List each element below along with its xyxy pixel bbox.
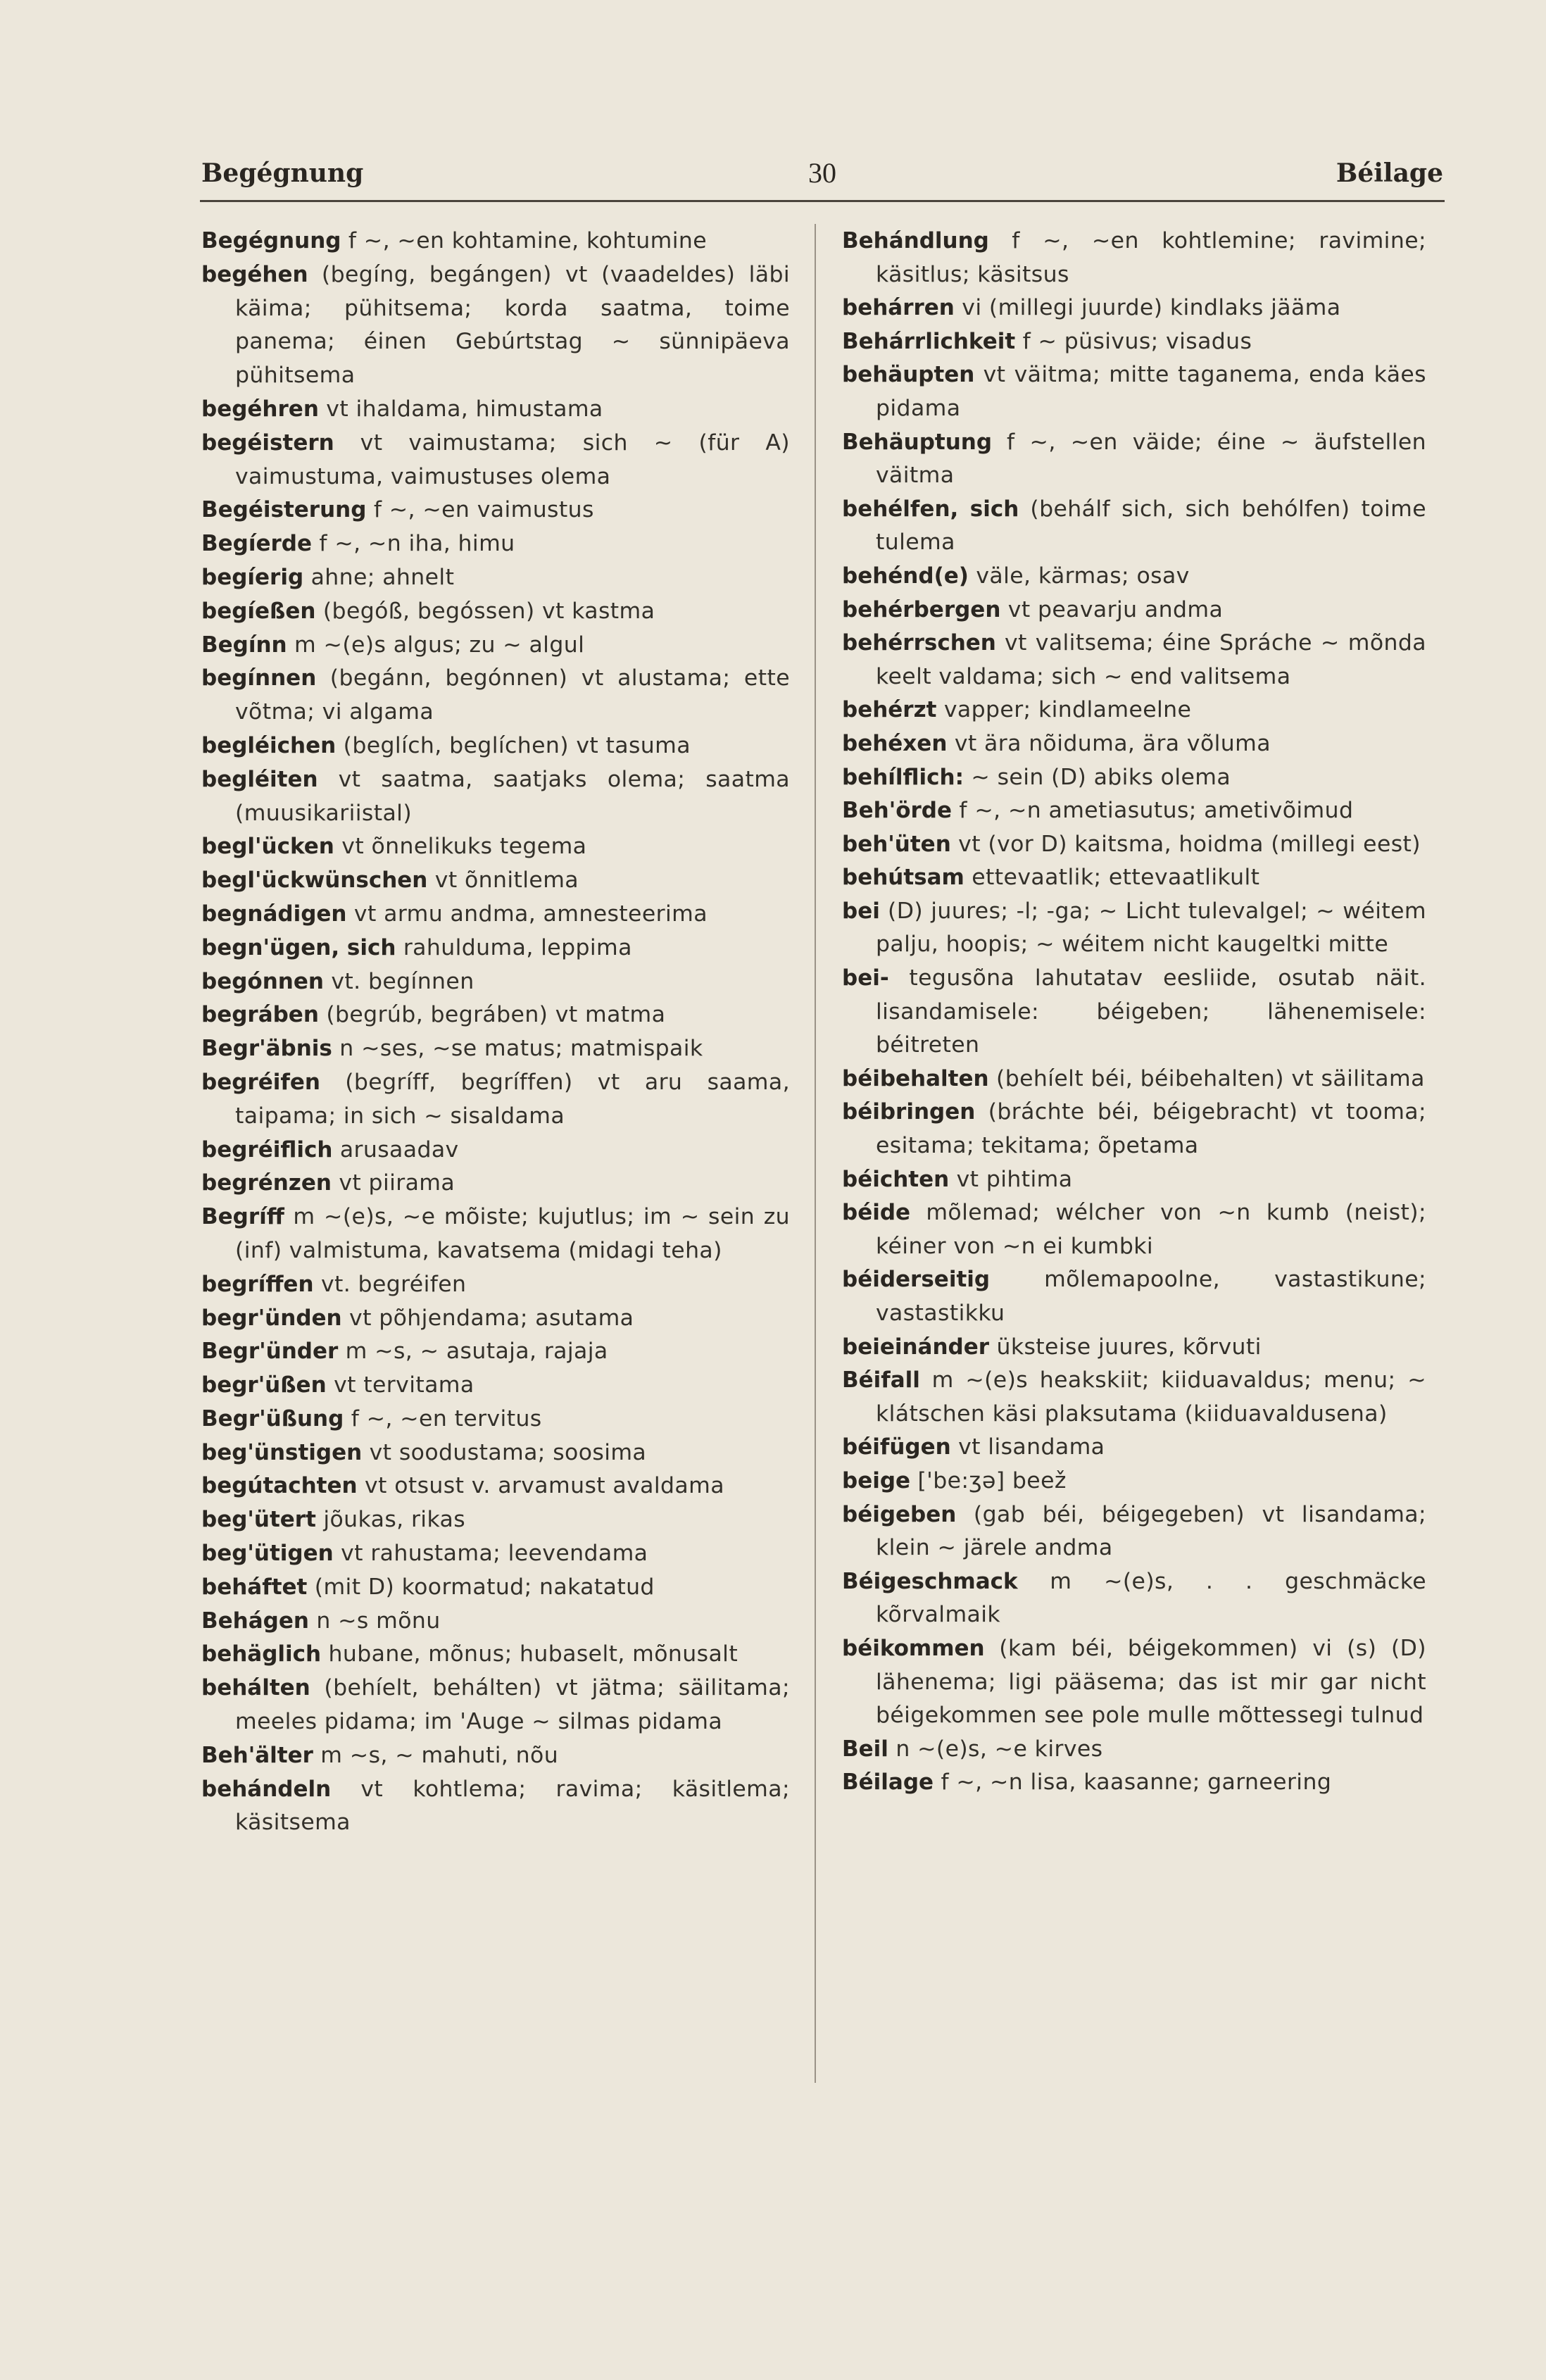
entry-headword: Béilage (842, 1770, 934, 1796)
dictionary-entry (842, 794, 1426, 827)
dictionary-entry (201, 931, 790, 965)
entry-definition: (mit D) koormatud; nakatatud (307, 1574, 655, 1600)
entry-definition: f ~, ~en tervitus (344, 1405, 542, 1432)
entry-headword: begr'üßen (201, 1372, 327, 1398)
entry-headword: begíeßen (201, 598, 316, 624)
dictionary-entry (201, 965, 790, 998)
entry-headword: behílflich: (842, 764, 964, 790)
entry-definition: n ~(e)s, ~e kirves (888, 1736, 1103, 1762)
entry-definition: vt ihaldama, himustama (318, 396, 603, 422)
entry-definition: vt piirama (331, 1170, 455, 1196)
entry-headword: begínnen (201, 665, 317, 691)
dictionary-entry (842, 1062, 1426, 1096)
entry-definition: m ~s, ~ mahuti, nõu (313, 1742, 559, 1768)
entry-headword: begr'ünden (201, 1305, 342, 1331)
entry-headword: Behárrlichkeit (842, 328, 1016, 354)
entry-headword: begéhen (201, 261, 308, 287)
entry-headword: begéhren (201, 396, 319, 422)
entry-headword: begráben (201, 1002, 319, 1028)
entry-headword: begl'ückwünschen (201, 868, 428, 894)
entry-definition: ['be:ʒə] beež (910, 1467, 1067, 1493)
entry-headword: behäglich (201, 1641, 322, 1667)
entry-definition: hubane, mõnus; hubaselt, mõnusalt (321, 1641, 739, 1667)
entry-headword: bei (842, 898, 880, 924)
entry-headword: beháftet (201, 1574, 308, 1600)
dictionary-entry (201, 897, 790, 931)
dictionary-entry (842, 1464, 1426, 1498)
entry-headword: behútsam (842, 865, 964, 891)
dictionary-entry (842, 325, 1426, 358)
dictionary-entry (201, 1402, 790, 1436)
entry-definition: vt peavarju andma (1000, 596, 1224, 622)
entry-definition: (gab béi, béigegeben) vt lisandama; klein ~ järele andma (876, 1501, 1426, 1561)
dictionary-entry (201, 1503, 790, 1536)
entry-definition: (behíelt, behálten) vt jätma; säilitama; meeles pidama; im 'Auge ~ silmas pidama (235, 1675, 790, 1735)
entry-headword: Begégnung (201, 228, 341, 253)
dictionary-entry (201, 1739, 790, 1772)
entry-headword: begónnen (201, 968, 324, 994)
entry-headword: behálten (201, 1675, 310, 1701)
dictionary-entry (201, 1536, 790, 1570)
dictionary-entry (842, 827, 1426, 861)
entry-definition: m ~(e)s, . . geschmäcke kõrvalmaik (876, 1568, 1426, 1628)
dictionary-entry (201, 527, 790, 560)
right-column (842, 224, 1426, 1799)
entry-definition: vt tervitama (326, 1372, 475, 1398)
entry-headword: beige (842, 1467, 911, 1493)
dictionary-entry (842, 425, 1426, 492)
dictionary-entry (201, 661, 790, 729)
entry-definition: ~ sein (D) abiks olema (963, 764, 1231, 790)
dictionary-entry (842, 1498, 1426, 1565)
dictionary-entry (201, 426, 790, 494)
dictionary-entry (842, 1095, 1426, 1162)
dictionary-entry (201, 1671, 790, 1739)
dictionary-entry (201, 1436, 790, 1470)
dictionary-entry (842, 1430, 1426, 1464)
entry-headword: Begr'ünder (201, 1339, 339, 1365)
entry-definition: vt pihtima (949, 1166, 1073, 1192)
entry-definition: (kam béi, béigekommen) vi (s) (D) lähenema; ligi pääsema; das ist mir gar nicht béigekommen see pole mulle mõttessegi tulnud (876, 1635, 1426, 1729)
dictionary-entry (842, 1330, 1426, 1364)
entry-definition: (beglích, beglíchen) vt tasuma (336, 732, 691, 758)
page-number: 30 (808, 157, 836, 189)
entry-definition: n ~s mõnu (308, 1608, 441, 1634)
entry-headword: begréiflich (201, 1136, 333, 1163)
entry-definition: f ~, ~en vaimustus (366, 497, 594, 523)
entry-definition: vt õnnelikuks tegema (334, 834, 587, 860)
entry-definition: f ~, ~en kohtamine, kohtumine (341, 228, 708, 253)
dictionary-entry (201, 863, 790, 897)
entry-headword: Begr'üßung (201, 1405, 344, 1432)
entry-headword: Begínn (201, 632, 287, 658)
entry-definition: vt. begréifen (313, 1271, 467, 1297)
dictionary-entry (842, 291, 1426, 325)
entry-headword: béifügen (842, 1434, 951, 1460)
entry-definition: m ~(e)s heakskiit; kiiduavaldus; menu; ~ klátschen käsi plaksutama (kiiduavaldusena) (876, 1367, 1426, 1427)
entry-headword: begréifen (201, 1069, 320, 1095)
entry-headword: béide (842, 1200, 911, 1226)
entry-headword: beieinánder (842, 1334, 990, 1360)
dictionary-entry (201, 729, 790, 763)
entry-definition: f ~, ~n iha, himu (312, 531, 515, 557)
entry-definition: mõlemapoolne, vastastikune; vastastikku (876, 1267, 1426, 1326)
dictionary-entry (201, 594, 790, 628)
entry-definition: vt lisandama (950, 1434, 1105, 1460)
entry-headword: begíerig (201, 564, 304, 590)
entry-headword: béigeben (842, 1501, 957, 1527)
entry-headword: begrénzen (201, 1170, 332, 1196)
entry-headword: beg'ünstigen (201, 1439, 363, 1465)
dictionary-entry (842, 358, 1426, 425)
left-column (201, 224, 790, 1839)
entry-definition: (begríff, begríffen) vt aru saama, taipama; in sich ~ sisaldama (235, 1069, 790, 1129)
dictionary-entry (842, 593, 1426, 627)
dictionary-entry (842, 559, 1426, 593)
dictionary-entry (842, 693, 1426, 727)
entry-headword: begn'ügen, sich (201, 934, 396, 960)
entry-definition: ahne; ahnelt (303, 564, 455, 590)
dictionary-entry (842, 894, 1426, 961)
entry-headword: behéxen (842, 730, 948, 756)
entry-headword: béiderseitig (842, 1267, 991, 1293)
entry-headword: begnádigen (201, 901, 347, 927)
dictionary-entry (201, 493, 790, 527)
dictionary-entry (201, 1200, 790, 1267)
entry-definition: (begrúb, begráben) vt matma (318, 1002, 666, 1028)
entry-definition: (begóß, begóssen) vt kastma (315, 598, 655, 624)
dictionary-entry (201, 1065, 790, 1133)
entry-headword: behérzt (842, 697, 937, 723)
entry-definition: arusaadav (332, 1136, 459, 1163)
entry-definition: ettevaatlik; ettevaatlikult (964, 865, 1260, 891)
entry-definition: f ~, ~n ametiasutus; ametivõimud (952, 798, 1354, 824)
entry-definition: vt ära nõiduma, ära võluma (947, 730, 1271, 756)
entry-definition: vt väitma; mitte taganema, enda käes pidama (876, 362, 1426, 421)
entry-definition: vt õnnitlema (427, 868, 579, 894)
dictionary-entry (201, 763, 790, 830)
dictionary-entry (842, 1765, 1426, 1799)
entry-definition: vapper; kindlameelne (936, 697, 1192, 723)
entry-definition: vt saatma, saatjaks olema; saatma (muusikariistal) (235, 766, 790, 826)
entry-headword: Beil (842, 1736, 888, 1762)
entry-definition: (behálf sich, sich behólfen) toime tulema (876, 496, 1426, 556)
dictionary-entry (201, 1469, 790, 1503)
dictionary-entry (201, 1772, 790, 1840)
entry-headword: behäupten (842, 362, 975, 388)
entry-definition: (begíng, begángen) vt (vaadeldes) läbi käima; pühitsema; korda saatma, toime panema; éinen Gebúrtstag ~ sünnipäeva pühitsema (235, 261, 790, 389)
column-divider (815, 224, 816, 2083)
entry-definition: vt soodustama; soosima (362, 1439, 647, 1465)
header-last-entry: Béilage (1336, 158, 1443, 188)
dictionary-entry (842, 1565, 1426, 1631)
entry-headword: Behäuptung (842, 429, 993, 455)
entry-definition: tegusõna lahutatav eesliide, osutab näit. lisandamisele: béigeben; lähenemisele: béitreten (876, 965, 1426, 1058)
entry-definition: vt kohtlema; ravima; käsitlema; käsitsema (235, 1776, 790, 1836)
dictionary-entry (201, 1133, 790, 1167)
entry-headword: begléiten (201, 766, 318, 792)
entry-headword: begléichen (201, 732, 337, 758)
entry-headword: behélfen, sich (842, 496, 1019, 522)
entry-definition: f ~ püsivus; visadus (1015, 328, 1252, 354)
entry-headword: Behándlung (842, 228, 989, 253)
entry-headword: Béigeschmack (842, 1568, 1018, 1594)
entry-definition: f ~, ~en kohtlemine; ravimine; käsitlus; käsitsus (876, 228, 1426, 287)
entry-definition: f ~, ~en väide; éine ~ äufstellen väitma (876, 429, 1426, 489)
entry-headword: begéistern (201, 430, 334, 456)
entry-headword: behénd(e) (842, 563, 969, 589)
entry-definition: jõukas, rikas (315, 1507, 466, 1533)
page-header (201, 154, 1443, 196)
dictionary-entry (201, 224, 790, 258)
entry-headword: Begr'äbnis (201, 1036, 332, 1062)
entry-headword: Begríff (201, 1204, 284, 1230)
entry-definition: (bráchte béi, béigebracht) vt tooma; esitama; tekitama; õpetama (876, 1099, 1426, 1159)
entry-definition: mõlemad; wélcher von ~n kumb (neist); kéiner von ~n ei kumbki (876, 1200, 1426, 1259)
entry-headword: behérbergen (842, 596, 1001, 622)
dictionary-entry (201, 1267, 790, 1301)
header-first-entry: Begégnung (201, 158, 364, 188)
dictionary-entry (842, 224, 1426, 291)
entry-definition: vt armu andma, amnesteerima (346, 901, 708, 927)
dictionary-entry (201, 829, 790, 863)
dictionary-entry (201, 1334, 790, 1368)
entry-headword: Begíerde (201, 531, 312, 557)
entry-definition: (behíelt béi, béibehalten) vt säilitama (988, 1065, 1425, 1091)
entry-definition: (begánn, begónnen) vt alustama; ette võtma; vi algama (235, 665, 790, 725)
dictionary-entry (842, 626, 1426, 693)
dictionary-entry (842, 1263, 1426, 1329)
entry-definition: üksteise juures, kõrvuti (989, 1334, 1262, 1360)
entry-headword: béikommen (842, 1635, 985, 1661)
entry-definition: vt. begínnen (323, 968, 475, 994)
entry-headword: begríffen (201, 1271, 314, 1297)
entry-headword: béibringen (842, 1099, 976, 1125)
entry-definition: vt rahustama; leevendama (333, 1541, 648, 1567)
dictionary-entry (842, 727, 1426, 760)
entry-definition: rahulduma, leppima (396, 934, 632, 960)
entry-definition: n ~ses, ~se matus; matmispaik (332, 1036, 703, 1062)
entry-headword: Behágen (201, 1608, 309, 1634)
dictionary-entry (842, 961, 1426, 1062)
entry-definition: vt (vor D) kaitsma, hoidma (millegi eest) (950, 831, 1421, 857)
header-rule (200, 200, 1445, 202)
dictionary-entry (842, 1631, 1426, 1732)
entry-definition: m ~(e)s, ~e mõiste; kujutlus; im ~ sein zu (inf) valmistuma, kavatsema (midagi teha) (235, 1204, 790, 1263)
entry-definition: vt valitsema; éine Spráche ~ mõnda keelt valdama; sich ~ end valitsema (876, 630, 1426, 689)
entry-headword: Beh'älter (201, 1742, 313, 1768)
entry-headword: beg'ütigen (201, 1541, 334, 1567)
dictionary-entry (201, 1166, 790, 1200)
entry-headword: behérrschen (842, 630, 996, 656)
dictionary-entry (201, 560, 790, 594)
dictionary-entry (201, 1032, 790, 1065)
entry-definition: m ~(e)s algus; zu ~ algul (287, 632, 585, 658)
entry-headword: begl'ücken (201, 834, 334, 860)
entry-definition: vi (millegi juurde) kindlaks jääma (954, 295, 1341, 321)
entry-headword: beg'ütert (201, 1507, 316, 1533)
entry-definition: f ~, ~n lisa, kaasanne; garneering (934, 1770, 1332, 1796)
entry-definition: m ~s, ~ asutaja, rajaja (338, 1339, 608, 1365)
entry-headword: behándeln (201, 1776, 332, 1802)
dictionary-entry (201, 1368, 790, 1402)
entry-headword: behárren (842, 295, 955, 321)
dictionary-entry (201, 1570, 790, 1604)
dictionary-entry (201, 392, 790, 426)
dictionary-entry (201, 1604, 790, 1638)
entry-definition: vt otsust v. arvamust avaldama (357, 1473, 724, 1499)
dictionary-entry (201, 258, 790, 392)
entry-definition: vt vaimustama; sich ~ (für A) vaimustuma, vaimustuses olema (235, 430, 790, 489)
dictionary-entry (201, 1301, 790, 1335)
entry-definition: (D) juures; -l; -ga; ~ Licht tulevalgel; ~ wéitem palju, hoopis; ~ wéitem nicht kaugeltki mitte (876, 898, 1426, 958)
entry-headword: beh'üten (842, 831, 951, 857)
dictionary-entry (201, 1637, 790, 1671)
dictionary-entry (842, 860, 1426, 894)
dictionary-entry (842, 1163, 1426, 1196)
dictionary-entry (842, 760, 1426, 794)
dictionary-entry (842, 1732, 1426, 1766)
entry-headword: Begéisterung (201, 497, 367, 523)
entry-definition: väle, kärmas; osav (968, 563, 1190, 589)
entry-definition: vt põhjendama; asutama (341, 1305, 634, 1331)
entry-headword: begútachten (201, 1473, 358, 1499)
dictionary-entry (842, 1363, 1426, 1430)
entry-headword: béichten (842, 1166, 950, 1192)
dictionary-entry (201, 998, 790, 1032)
entry-headword: Beh'örde (842, 798, 953, 824)
dictionary-entry (842, 492, 1426, 559)
entry-headword: béibehalten (842, 1065, 989, 1091)
dictionary-entry (842, 1196, 1426, 1263)
entry-headword: Béifall (842, 1367, 920, 1393)
entry-headword: bei- (842, 965, 889, 991)
dictionary-entry (201, 628, 790, 662)
